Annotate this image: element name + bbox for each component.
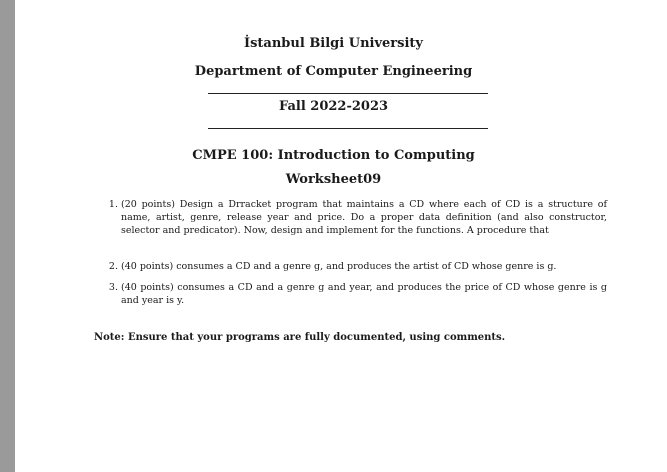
worksheet-title: Worksheet09 [285,172,382,187]
question-text: (40 points) consumes a CD and a genre g, and produces the artist of CD whose genre is g. [121,261,557,272]
question-number: 2. [108,261,118,272]
course-title: CMPE 100: Introduction to Computing [192,148,475,163]
question-number: 3. [108,282,118,293]
question-number: 1. [108,199,118,210]
header-top-rule [208,93,488,94]
department-title: Department of Computer Engineering [194,64,473,79]
university-title: İstanbul Bilgi University [244,36,423,51]
term-label: Fall 2022-2023 [278,99,389,114]
documentation-note: Note: Ensure that your programs are fully documented, using comments. [94,332,506,343]
header-bottom-rule [208,128,488,129]
question-text: (40 points) consumes a CD and a genre g and year, and produces the price of CD whose genre is g and year is y. [121,282,607,306]
question-text: (20 points) Design a Drracket program that maintains a CD where each of CD is a structure of name, artist, genre, release year and price. Do a proper data definition (and also constructor, selector and predicator). Now, design and implement for the functions. A procedure that [121,199,607,236]
